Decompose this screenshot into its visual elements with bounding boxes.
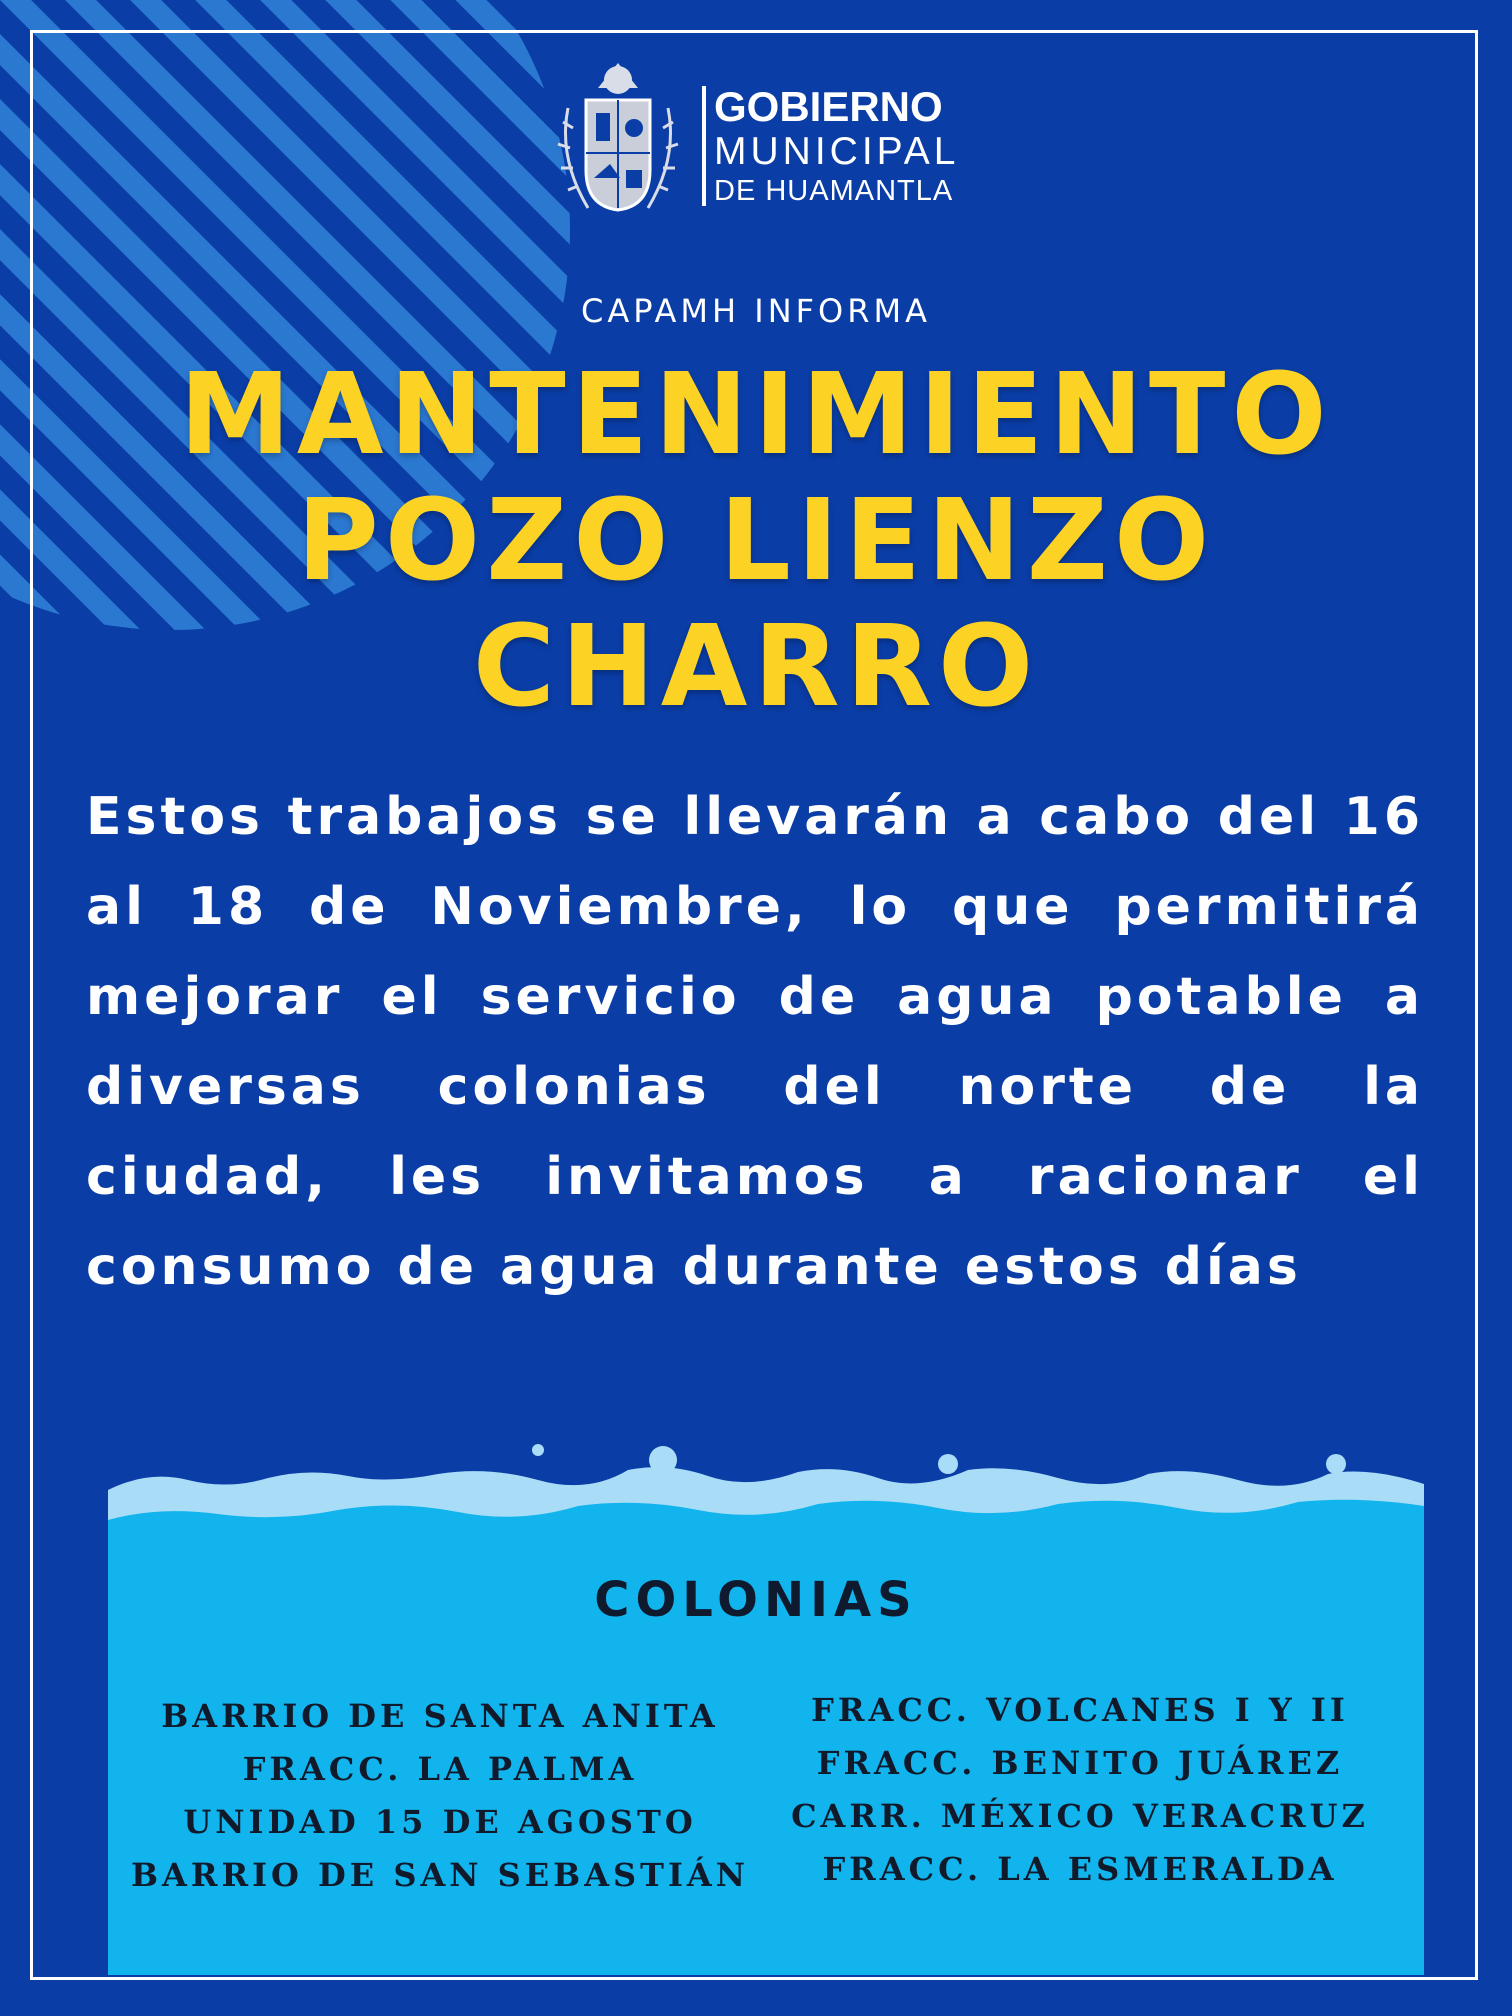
- list-item: FRACC. LA PALMA: [242, 1750, 638, 1788]
- list-item: BARRIO DE SAN SEBASTIÁN: [131, 1856, 749, 1894]
- capamh-kicker: CAPAMH INFORMA: [581, 292, 931, 330]
- logo-line-municipal: MUNICIPAL: [714, 130, 960, 173]
- list-item: UNIDAD 15 DE AGOSTO: [183, 1803, 697, 1841]
- logo-line-gobierno: GOBIERNO: [714, 83, 943, 130]
- colonias-list-left: [130, 1690, 750, 1902]
- list-item: FRACC. BENITO JUÁREZ: [816, 1744, 1344, 1782]
- list-item: FRACC. LA ESMERALDA: [822, 1850, 1338, 1888]
- logo-wordmark: [702, 83, 960, 207]
- headline-line-2: POZO LIENZO: [296, 476, 1216, 606]
- headline-line-1: MANTENIMIENTO: [179, 350, 1333, 480]
- colonias-list-right: [770, 1684, 1390, 1896]
- headline-line-3: CHARRO: [472, 602, 1040, 732]
- logo-line-huamantla: DE HUAMANTLA: [714, 175, 954, 207]
- colonias-heading: COLONIAS: [594, 1572, 918, 1628]
- announcement-body: Estos trabajos se llevarán a cabo del 16 al 18 de Noviembre, lo que permitirá mejorar el servicio de agua potable a diversas colonias del norte de la ciudad, les invitamos a racionar el consumo de agua durante estos días: [86, 787, 1424, 1297]
- list-item: CARR. MÉXICO VERACRUZ: [791, 1797, 1369, 1835]
- headline: [0, 352, 1512, 730]
- list-item: FRACC. VOLCANES I Y II: [811, 1691, 1349, 1729]
- list-item: BARRIO DE SANTA ANITA: [161, 1697, 719, 1735]
